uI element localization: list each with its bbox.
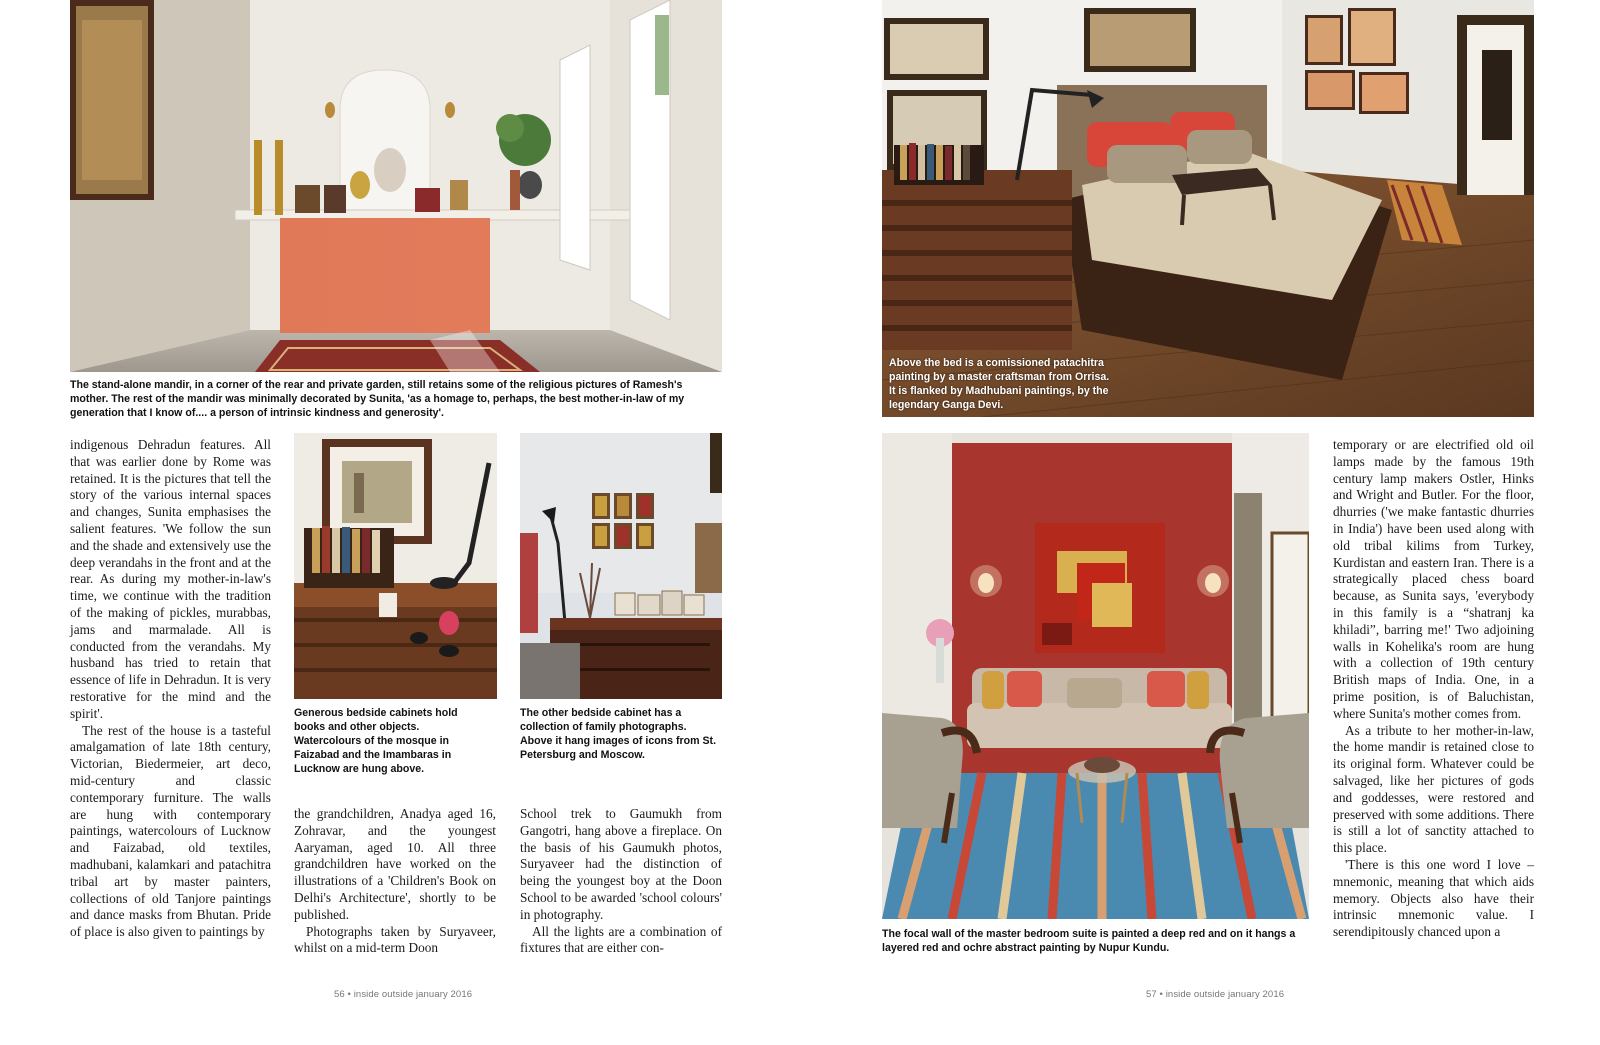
- living-room-caption: The focal wall of the master bedroom suite is painted a deep red and on it hangs a layered red and ochre abstract painting by Nupur Kundu.: [882, 928, 1296, 954]
- magazine-name: inside outside january 2016: [1165, 989, 1285, 1000]
- folio-bullet: •: [347, 989, 351, 1000]
- body-paragraph: The rest of the house is a tasteful amalgamation of late 18th century, Victorian, Biedermeier, art deco, mid-century and classic contemporary furniture. The walls are hung with contemporary paintings, watercolours of Lucknow and Faizabad, old textiles, madhubani, kalamkari and patachitra tribal art by master painters, collections of old Tanjore paintings and dance masks from Bhutan. Pride of place is also given to paintings by: [70, 722, 271, 940]
- bedside-cabinet-caption-2: The other bedside cabinet has a collection of family photographs. Above it hang images of icons from St. Petersburg and Moscow.: [520, 707, 717, 761]
- page-folio-left: [334, 989, 472, 1000]
- page-number: 57: [1146, 989, 1157, 1000]
- page-number: 56: [334, 989, 345, 1000]
- body-paragraph: the grandchildren, Anadya aged 16, Zohravar, and the youngest Aaryaman, aged 10. All three grandchildren have worked on the illustrations of a 'Children's Book on Delhi's Architecture', shortly to be published.: [294, 806, 496, 922]
- body-paragraph: School trek to Gaumukh from Gangotri, hang above a fireplace. On the basis of his Gaumukh photos, Suryaveer had the distinction of being the youngest boy at the Doon School to be awarded 'school colours' in photography.: [520, 806, 722, 922]
- magazine-name: inside outside january 2016: [353, 989, 473, 1000]
- bedroom-caption: Above the bed is a comissioned patachitra painting by a master craftsman from Orrisa. It is flanked by Madhubani paintings, by the legendary Ganga Devi.: [889, 357, 1110, 411]
- bedside-cabinet-caption-1: Generous bedside cabinets hold books and other objects. Watercolours of the mosque in Faizabad and the Imambaras in Lucknow are hung above.: [294, 707, 458, 775]
- page-folio-right: [1146, 989, 1284, 1000]
- body-paragraph: All the lights are a combination of fixtures that are either con-: [520, 923, 722, 956]
- body-column-3: [520, 806, 722, 956]
- body-paragraph: Photographs taken by Suryaveer, whilst on a mid-term Doon: [294, 923, 496, 956]
- mandir-caption: The stand-alone mandir, in a corner of the rear and private garden, still retains some of the religious pictures of Ramesh's mother. The rest of the mandir was minimally decorated by Sunita, 'as a homage to, perhaps, the best mother-in-law of my generation that I know of.... a person of intrinsic kindness and generosity'.: [70, 379, 685, 419]
- mandir-photo: [70, 0, 722, 372]
- body-column-2: [294, 806, 496, 956]
- body-column-1: [70, 437, 271, 957]
- living-room-photo: [882, 433, 1309, 919]
- body-paragraph: As a tribute to her mother-in-law, the home mandir is retained close to its original form. Whatever could be salvaged, like her pictures of gods and goddesses, were restored and preserved with some additions. There is still a lot of sanctity attached to this place.: [1333, 722, 1534, 856]
- bedside-cabinet-photo-1: [294, 433, 497, 699]
- bedside-cabinet-photo-2: [520, 433, 722, 699]
- bedroom-photo: [882, 0, 1534, 417]
- folio-bullet: •: [1159, 989, 1163, 1000]
- body-paragraph: indigenous Dehradun features. All that was earlier done by Rome was retained. It is the pictures that tell the story of the various internal spaces and changes, Sunita emphasises the salient features. 'We follow the sun and the shade and extensively use the deep verandahs in the front and at the rear. As during my mother-in-law's time, we continue with the tradition of the making of pickles, murabbas, jams and marmalade. All is conducted from the verandahs. My husband has tried to retain that essence of life in Dehradun. It is very restorative for the mind and the spirit'.: [70, 437, 271, 721]
- body-column-4: [1333, 437, 1534, 957]
- body-paragraph: temporary or are electrified old oil lamps made by the famous 19th century lamp makers Ostler, Hinks and Wright and Butler. For the floor, dhurries ('we make fantastic dhurries in India') have been used along with old tribal kilims from Turkey, Kurdistan and eastern Iran. There is a strategically placed chess board because, as Sunita says, 'everybody in this family is a “shatranj ka khiladi”, barring me!' Two adjoining walls in Kohelika's room are hung with a collection of 19th century British maps of India. One, in a prime position, is of Baluchistan, where Sunita's mother comes from.: [1333, 437, 1534, 721]
- body-paragraph: 'There is this one word I love – mnemonic, meaning that which aids memory. Objects also have their intrinsic mnemonic value. I serendipitously chanced upon a: [1333, 856, 1534, 940]
